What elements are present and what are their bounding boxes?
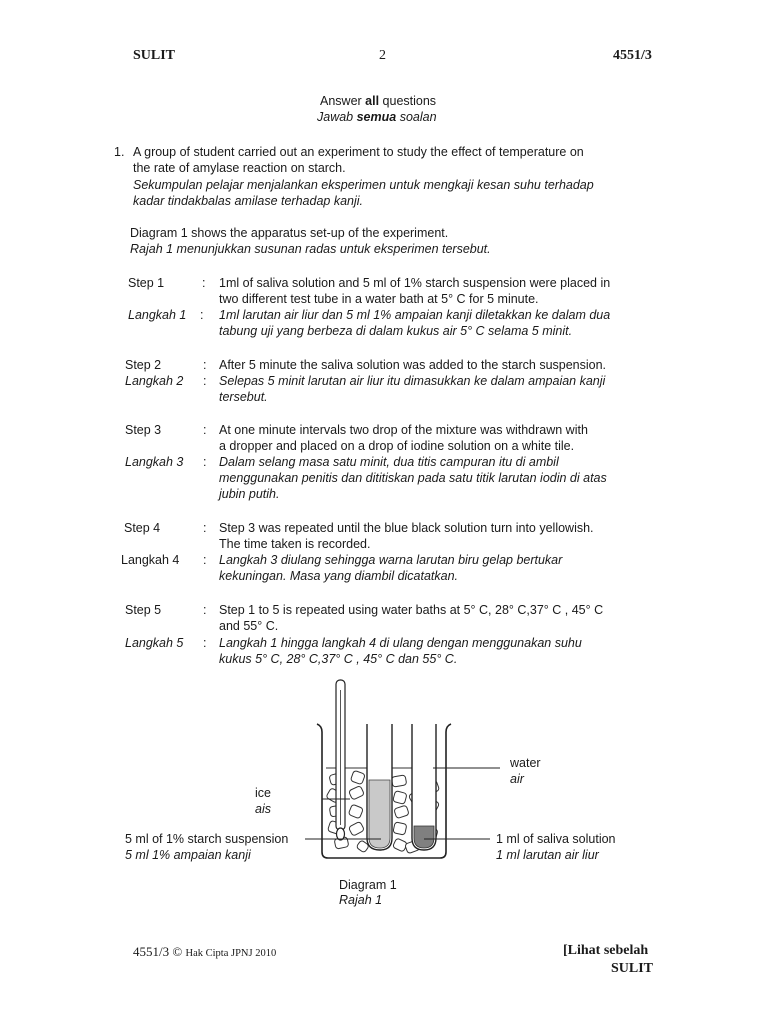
diagram-ref-ms: Rajah 1 menunjukkan susunan radas untuk eksperimen tersebut. [130,242,491,256]
header-code: 4551/3 [613,48,652,63]
step-5-ms-1: Langkah 1 hingga langkah 4 di ulang dengan menggunakan suhu [219,636,582,650]
step-3-ms-2: menggunakan penitis dan dititiskan pada satu titik larutan iodin di atas [219,471,607,485]
step-1-en-2: two different test tube in a water bath at 5° C for 5 minute. [219,292,539,306]
step-3-en-1: At one minute intervals two drop of the mixture was withdrawn with [219,423,588,437]
step-5-ms-2: kukus 5° C, 28° C,37° C , 45° C dan 55° C. [219,652,458,666]
page-number: 2 [379,48,386,63]
step-5-en-1: Step 1 to 5 is repeated using water baths at 5° C, 28° C,37° C , 45° C [219,603,604,617]
step-3-ms-3: jubin putih. [219,487,280,501]
step-2-en-1: After 5 minute the saliva solution was added to the starch suspension. [219,358,607,372]
step-5-label-en: Step 5 [125,603,162,617]
footer-next-page: [Lihat sebelah [563,943,649,958]
step-colon: : [203,603,207,617]
step-colon: : [200,308,204,322]
step-colon: : [203,521,207,535]
step-colon: : [203,553,207,567]
saliva-label-en: 1 ml of saliva solution [496,832,616,846]
ice-label-en: ice [255,786,271,800]
step-2-ms-1: Selepas 5 minit larutan air liur itu dimasukkan ke dalam ampaian kanji [219,374,606,388]
step-3-en-2: a dropper and placed on a drop of iodine solution on a white tile. [219,439,575,453]
step-1-label-ms: Langkah 1 [128,308,187,322]
step-colon: : [203,455,207,469]
water-label-ms: air [510,772,524,786]
question-intro-ms-1: Sekumpulan pelajar menjalankan eksperimen untuk mengkaji kesan suhu terhadap [133,178,594,192]
step-2-ms-2: tersebut. [219,390,268,404]
question-intro-en-1: A group of student carried out an experiment to study the effect of temperature on [133,145,584,159]
step-3-label-en: Step 3 [125,423,162,437]
ice-label-ms: ais [255,802,271,816]
step-colon: : [203,423,207,437]
step-4-label-ms: Langkah 4 [121,553,180,567]
step-colon: : [202,276,206,290]
water-label-en: water [510,756,541,770]
thermometer [336,680,345,840]
step-4-en-2: The time taken is recorded. [219,537,371,551]
step-4-label-en: Step 4 [124,521,161,535]
step-4-ms-1: Langkah 3 diulang sehingga warna larutan biru gelap bertukar [219,553,563,567]
step-3-label-ms: Langkah 3 [125,455,184,469]
diagram-ref-en: Diagram 1 shows the apparatus set-up of the experiment. [130,226,449,240]
step-2-label-en: Step 2 [125,358,162,372]
starch-label-en: 5 ml of 1% starch suspension [125,832,289,846]
starch-label-ms: 5 ml 1% ampaian kanji [125,848,251,862]
instruction-ms: Jawab semua soalan [317,110,437,124]
step-4-ms-2: kekuningan. Masa yang diambil dicatatkan. [219,569,459,583]
header-sulit: SULIT [133,48,176,63]
step-colon: : [203,636,207,650]
footer-sulit: SULIT [611,961,654,976]
step-1-ms-2: tabung uji yang berbeza di dalam kukus air 5° C selama 5 minit. [219,324,573,338]
step-1-en-1: 1ml of saliva solution and 5 ml of 1% starch suspension were placed in [219,276,611,290]
step-colon: : [203,358,207,372]
step-1-label-en: Step 1 [128,276,165,290]
saliva-label-ms: 1 ml larutan air liur [496,848,599,862]
instruction-en: Answer all questions [320,94,437,108]
footer-copyright: 4551/3 © Hak Cipta JPNJ 2010 [133,944,277,959]
step-colon: : [203,374,207,388]
diagram-caption-en: Diagram 1 [339,878,397,892]
step-5-label-ms: Langkah 5 [125,636,184,650]
step-3-ms-1: Dalam selang masa satu minit, dua titis campuran itu di ambil [219,455,559,469]
saliva-test-tube [412,724,436,850]
step-1-ms-1: 1ml larutan air liur dan 5 ml 1% ampaian kanji diletakkan ke dalam dua [219,308,611,322]
question-intro-ms-2: kadar tindakbalas amilase terhadap kanji. [133,194,363,208]
step-2-label-ms: Langkah 2 [125,374,184,388]
question-number: 1. [114,145,125,159]
step-5-en-2: and 55° C. [219,619,279,633]
diagram-caption-ms: Rajah 1 [339,893,383,907]
step-4-en-1: Step 3 was repeated until the blue black solution turn into yellowish. [219,521,594,535]
starch-test-tube [367,724,392,850]
question-intro-en-2: the rate of amylase reaction on starch. [133,161,346,175]
